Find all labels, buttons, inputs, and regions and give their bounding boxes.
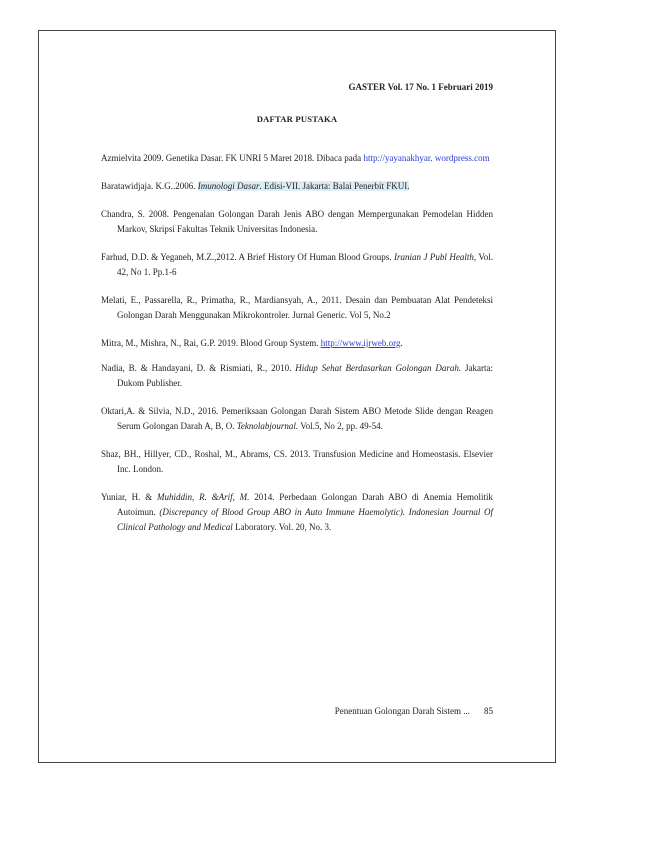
reference-item — [101, 361, 493, 391]
reference-italic: Imunologi Dasar — [197, 181, 260, 191]
reference-italic: Iranian J Publ Health, — [393, 252, 477, 262]
reference-text: 2014. Perbedaan Golongan Darah ABO di Anemia Hemolitik Autoimun. — [117, 492, 493, 517]
reference-text: Melati, E., Passarella, R., Primatha, R., Mardiansyah, A., 2011. Desain dan Pembuatan Alat Pendeteksi Golongan Darah Menggunakan Mikrokontroler. Jurnal Generic. Vol 5, No.2 — [101, 295, 493, 320]
reference-item — [101, 179, 493, 194]
reference-item — [101, 447, 493, 477]
reference-item — [101, 293, 493, 323]
highlighted-text — [198, 181, 410, 191]
reference-text: Chandra, S. 2008. Pengenalan Golongan Darah Jenis ABO dengan Mempergunakan Pemodelan Hidden Markov, Skripsi Fakultas Teknik Universitas Indonesia. — [101, 209, 493, 234]
reference-italic: (Discrepancy of Blood Group ABO in Auto Immune Haemolytic). Indonesian Journal Of Clinical Pathology and Medical — [117, 507, 493, 532]
reference-text: Mitra, M., Mishra, N., Rai, G.P. 2019. Blood Group System. — [101, 338, 321, 348]
reference-text: Vol. 42, No 1. Pp.1-6 — [117, 252, 493, 277]
reference-item — [101, 336, 493, 351]
reference-item — [101, 490, 493, 535]
reference-text: Oktari,A. & Silvia, N.D., 2016. Pemeriksaan Golongan Darah Sistem ABO Metode Slide dengan Reagen Serum Golongan Darah A, B, O. — [101, 406, 493, 431]
reference-italic: Muhiddin, R. &Arif, M. — [157, 492, 250, 502]
page-footer — [335, 706, 493, 716]
reference-text: Jakarta: Dukom Publisher. — [117, 363, 494, 388]
reference-text: . — [400, 338, 403, 348]
reference-item — [101, 404, 493, 434]
reference-text: . Edisi-VII. Jakarta: Balai Penerbit FKUI. — [259, 181, 410, 191]
reference-text: Farhud, D.D. & Yeganeh, M.Z.,2012. A Brief History Of Human Blood Groups. — [101, 252, 394, 262]
reference-item — [101, 250, 493, 280]
reference-text: Baratawidjaja. K.G..2006. — [101, 181, 198, 191]
page-number: 85 — [484, 706, 493, 716]
reference-text: Shaz, BH., Hillyer, CD., Roshal, M., Abrams, CS. 2013. Transfusion Medicine and Homeostasis. Elsevier Inc. London. — [101, 449, 493, 474]
reference-item — [101, 151, 493, 166]
reference-text: Vol.5, No 2, pp. 49-54. — [298, 421, 383, 431]
reference-text: Azmielvita 2009. Genetika Dasar. FK UNRI 5 Maret 2018. Dibaca pada — [101, 153, 364, 163]
reference-list — [101, 151, 493, 548]
reference-text: Yuniar, H. & — [101, 492, 158, 502]
reference-link[interactable]: http://www.ijrweb.org — [320, 338, 401, 348]
journal-header: GASTER Vol. 17 No. 1 Februari 2019 — [348, 82, 493, 92]
reference-item — [101, 207, 493, 237]
document-page — [38, 30, 556, 763]
reference-text: Laboratory. Vol. 20, No. 3. — [232, 522, 332, 532]
reference-italic: Teknolabjournal. — [236, 421, 299, 431]
reference-italic: Hidup Sehat Berdasarkan Golongan Darah. — [295, 363, 462, 373]
running-title: Penentuan Golongan Darah Sistem ... — [334, 706, 470, 716]
reference-text: Nadia, B. & Handayani, D. & Rismiati, R., 2010. — [101, 363, 296, 373]
reference-link[interactable]: http://yayanakhyar. wordpress.com — [363, 153, 490, 163]
section-title: DAFTAR PUSTAKA — [256, 114, 338, 124]
